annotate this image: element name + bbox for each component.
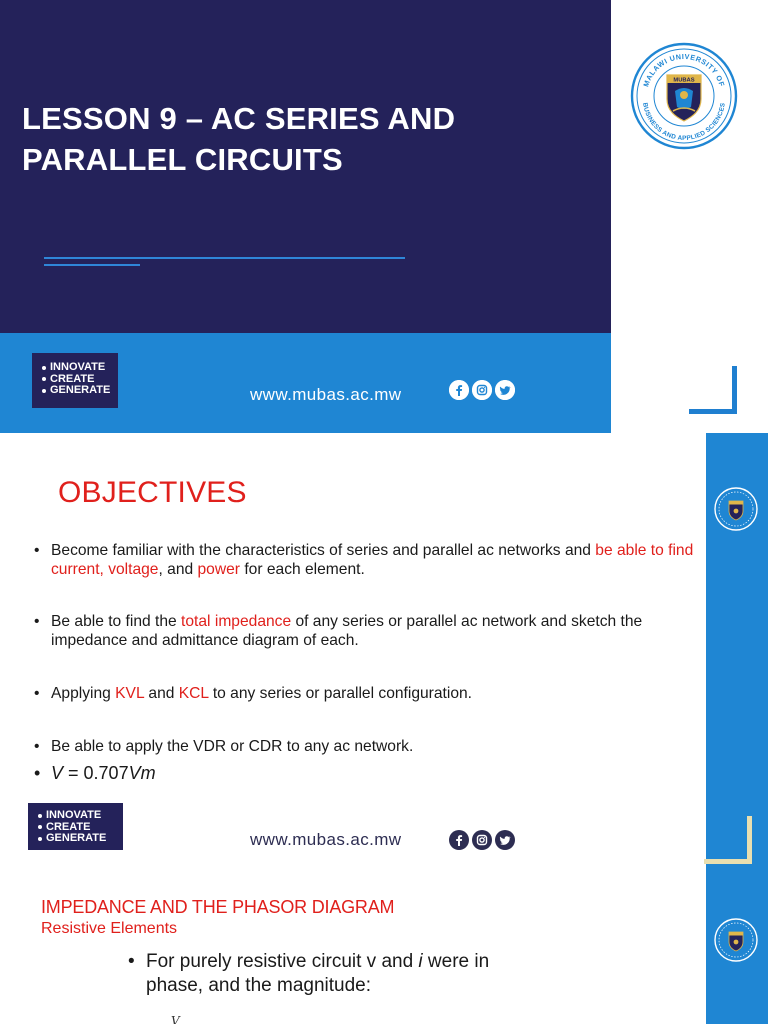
website-link[interactable]: www.mubas.ac.mw [250, 830, 402, 849]
objectives-heading: OBJECTIVES [58, 476, 247, 509]
social-links [449, 380, 515, 400]
social-links [449, 830, 515, 850]
objective-item: • Applying KVL and KCL to any series or parallel configuration. [32, 684, 702, 703]
instagram-icon[interactable] [472, 830, 492, 850]
content-bullet: • For purely resistive circuit v and i were in phase, and the magnitude: [128, 950, 548, 998]
objective-item: • Become familiar with the characteristics of series and parallel ac networks and be able to find current, voltage, and power for each element. [32, 541, 702, 579]
section-subheading: Resistive Elements [41, 920, 178, 937]
university-logo [629, 41, 739, 151]
section-heading: IMPEDANCE AND THE PHASOR DIAGRAM [41, 897, 395, 917]
side-logo [713, 486, 759, 532]
facebook-icon[interactable] [449, 380, 469, 400]
formula-item: • V = 0.707Vm [32, 762, 702, 784]
tagline-box: INNOVATE CREATE GENERATE [32, 353, 118, 408]
title-slide [0, 0, 768, 433]
twitter-icon[interactable] [495, 830, 515, 850]
svg-text:MUBAS: MUBAS [673, 77, 695, 84]
objective-item: • Be able to find the total impedance of any series or parallel ac network and sketch the impedance and admittance diagram of each. [32, 612, 702, 650]
university-seal-icon [713, 917, 759, 963]
tagline-box: INNOVATE CREATE GENERATE [28, 803, 123, 850]
svg-text:MALAWI UNIVERSITY OF: MALAWI UNIVERSITY OF [641, 51, 727, 88]
facebook-icon[interactable] [449, 830, 469, 850]
corner-bracket [689, 366, 737, 414]
title-panel [0, 0, 611, 333]
corner-bracket [704, 816, 752, 864]
formula-fragment: V [171, 1014, 180, 1024]
objective-item: • Be able to apply the VDR or CDR to any ac network. [32, 737, 702, 756]
svg-text:BUSINESS AND APPLIED SCIENCES: BUSINESS AND APPLIED SCIENCES [641, 102, 727, 143]
instagram-icon[interactable] [472, 380, 492, 400]
title-divider-short [44, 264, 140, 266]
university-seal-icon [629, 41, 739, 151]
side-logo [713, 917, 759, 963]
university-seal-icon [713, 486, 759, 532]
slide-title: LESSON 9 – AC SERIES AND PARALLEL CIRCUITS [22, 101, 456, 177]
title-divider-long [44, 257, 405, 259]
website-link[interactable]: www.mubas.ac.mw [250, 385, 402, 404]
twitter-icon[interactable] [495, 380, 515, 400]
